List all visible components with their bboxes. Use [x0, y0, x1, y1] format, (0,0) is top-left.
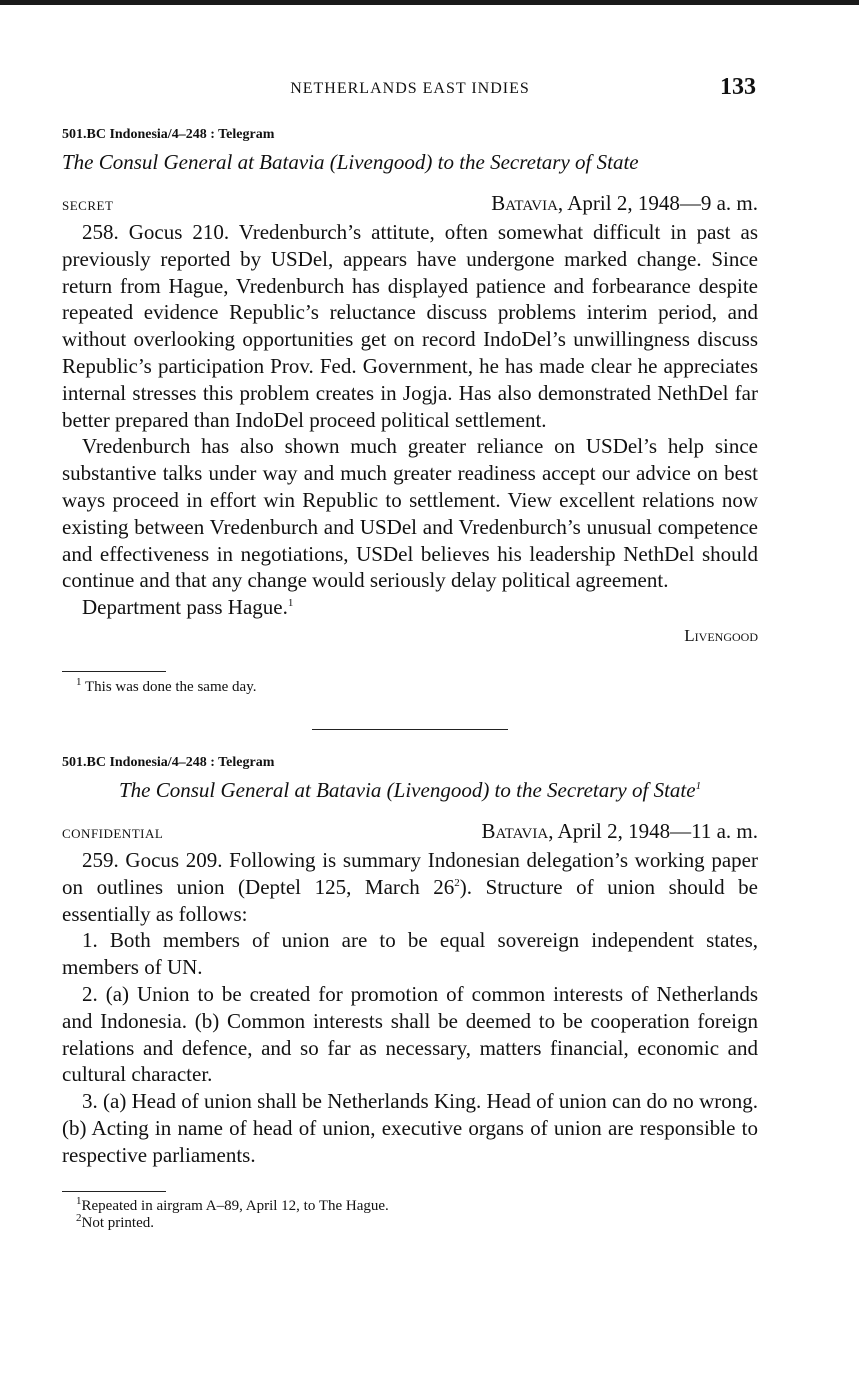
paragraph — [62, 594, 758, 621]
running-head: NETHERLANDS EAST INDIES — [290, 80, 530, 97]
footnote-text: This was done the same day. — [84, 678, 257, 695]
footnote-marker: 1 — [287, 597, 294, 610]
file-reference: 501.BC Indonesia/4–248 : Telegram — [62, 754, 275, 770]
footnote-text: Repeated in airgram A–89, April 12, to The Hague. — [81, 1197, 389, 1214]
telegram-258 — [62, 126, 758, 697]
document-title: The Consul General at Batavia (Livengood) to the Secretary of State — [62, 150, 639, 174]
telegram-body — [62, 219, 758, 621]
place: Batavia — [481, 818, 549, 843]
footnotes — [62, 1194, 758, 1232]
footnote-number: 1 — [76, 675, 82, 688]
telegram-259 — [62, 754, 758, 1232]
classification: SECRET — [62, 198, 114, 213]
numbered-item: 3. (a) Head of union shall be Netherlands King. Head of union can do no wrong. (b) Acting in name of head of union, executive organs of union are responsible to respective parliaments. — [62, 1089, 758, 1167]
footnote-marker: 1 — [695, 779, 702, 792]
paragraph-text: 259. Gocus 209. Following is summary Indonesian delegation’s working paper on outlines union (Deptel 125, March 26 — [62, 847, 758, 899]
classification: CONFIDENTIAL — [62, 825, 164, 841]
paragraph-text: ). Structure of union should be essentially as follows: — [62, 874, 759, 926]
telegram-body — [62, 847, 758, 1169]
page-header — [62, 72, 758, 108]
numbered-item: 1. Both members of union are to be equal sovereign independent states, members of UN. — [62, 928, 758, 980]
paragraph — [62, 847, 758, 927]
scan-edge — [0, 0, 859, 5]
paragraph: 258. Gocus 210. Vredenburch’s attitute, often somewhat difficult in past as previously reported by USDel, appears have undergone marked change. Since return from Hague, Vredenburch has displayed patience and forbearance despite repeated evidence Republic’s reluctance discuss problems interim period, and without overlooking opportunities get on record IndoDel’s unwillingness discuss Republic’s participation Prov. Fed. Government, he has made clear he appreciates internal stresses this problem creates in Jogja. Has also demonstrated NethDel far better prepared than IndoDel proceed political settlement. — [62, 220, 758, 432]
footnote — [62, 1211, 758, 1232]
dateline — [62, 818, 758, 847]
footnote — [62, 1194, 758, 1215]
dateline — [62, 190, 758, 219]
page-number: 133 — [720, 74, 756, 100]
document-page — [62, 72, 758, 1232]
signature: Livengood — [684, 625, 758, 645]
document-title — [62, 776, 758, 804]
date: , April 2, 1948—9 a. m. — [557, 191, 758, 215]
footnote-text: Not printed. — [81, 1214, 154, 1231]
footnote — [62, 675, 758, 697]
footnote-marker: 2 — [454, 876, 460, 889]
footnote-rule — [62, 1191, 166, 1192]
footnote-number: 1 — [76, 1194, 82, 1207]
place-date — [491, 190, 758, 216]
date: , April 2, 1948—11 a. m. — [548, 818, 758, 843]
paragraph-text: Department pass Hague. — [82, 595, 288, 620]
footnote-rule — [62, 671, 166, 672]
file-reference: 501.BC Indonesia/4–248 : Telegram — [62, 127, 275, 142]
place: Batavia — [491, 191, 558, 215]
document-title-text: The Consul General at Batavia (Livengood) to the Secretary of State — [118, 777, 696, 802]
numbered-item: 2. (a) Union to be created for promotion of common interests of Netherlands and Indonesia. (b) Common interests shall be deemed to be cooperation foreign relations and defence, and so far as necessary, matters financial, economic and cultural character. — [62, 981, 758, 1087]
footnote-number: 2 — [76, 1211, 82, 1224]
paragraph: Vredenburch has also shown much greater reliance on USDel’s help since substantive talks under way and much greater readiness accept our advice on best ways proceed in effort win Republic to settlement. View excellent relations now existing between Vredenburch and USDel and Vredenburch’s unusual competence and effectiveness in negotiations, USDel believes his leadership NethDel should continue and that any change would seriously delay political agreement. — [62, 434, 758, 593]
place-date — [482, 818, 759, 844]
